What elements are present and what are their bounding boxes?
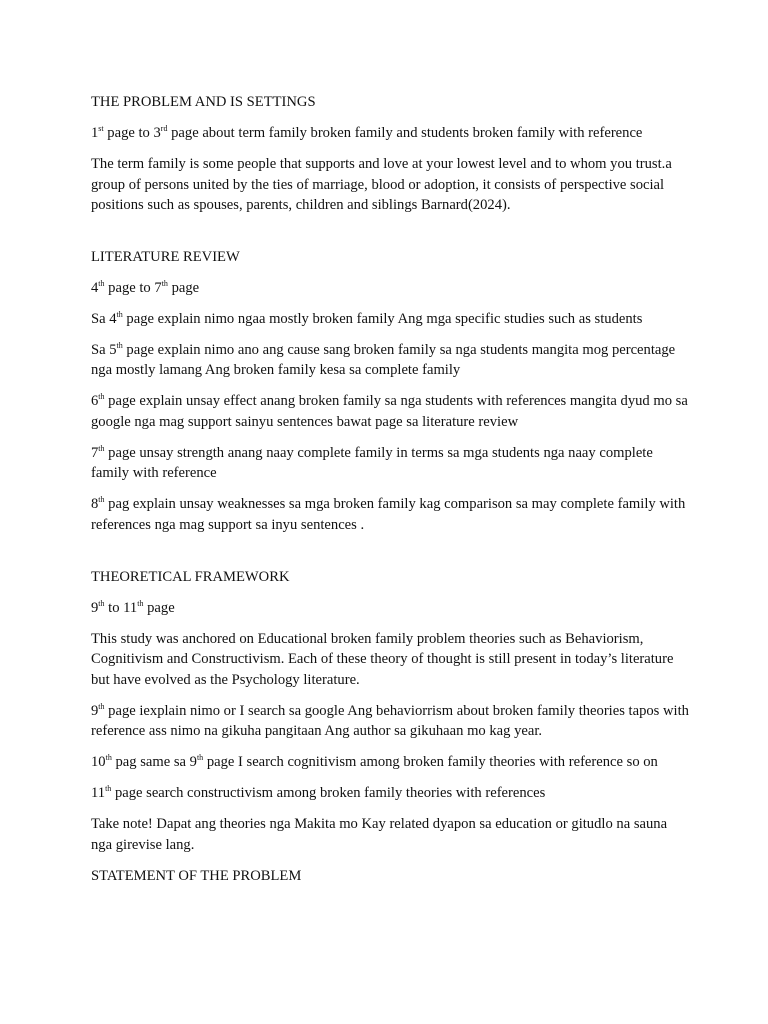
section-heading-statement-of-problem: STATEMENT OF THE PROBLEM xyxy=(91,867,302,884)
spacer xyxy=(91,226,691,247)
section-heading-literature-review: LITERATURE REVIEW xyxy=(91,248,240,265)
instruction-paragraph: Sa 5th page explain nimo ano ang cause sang broken family sa nga students mangita mog percentage nga mostly lamang Ang broken family kesa sa complete family xyxy=(91,340,676,379)
family-definition-paragraph: The term family is some people that supports and love at your lowest level and to whom you trust.a group of persons united by the ties of marriage, blood or adoption, it consists of perspective social positions such as spouses, parents, children and siblings Barnard(2024). xyxy=(91,155,672,214)
instruction-paragraph: 7th page unsay strength anang naay complete family in terms sa mga students nga naay complete family with reference xyxy=(91,443,653,482)
page-range-line: 4th page to 7th page xyxy=(91,278,200,296)
instruction-paragraph: 10th pag same sa 9th page I search cognitivism among broken family theories with reference so on xyxy=(91,753,658,771)
section-heading-theoretical-framework: THEORETICAL FRAMEWORK xyxy=(91,568,290,585)
instruction-paragraph: Sa 4th page explain nimo ngaa mostly broken family Ang mga specific studies such as students xyxy=(91,309,643,327)
framework-paragraph: This study was anchored on Educational broken family problem theories such as Behaviorism, Cognitivism and Constructivism. Each of these theory of thought is still present in today’s literature but have evolved as the Psychology literature. xyxy=(91,630,674,688)
instruction-paragraph: 11th page search constructivism among broken family theories with references xyxy=(91,784,546,802)
instruction-paragraph: 9th page iexplain nimo or I search sa google Ang behaviorrism about broken family theories tapos with reference ass nimo na gikuha pangitaan Ang author sa gikuhaan mo kag year. xyxy=(91,701,689,740)
note-paragraph: Take note! Dapat ang theories nga Makita mo Kay related dyapon sa education or gitudlo na sauna nga girevise lang. xyxy=(91,816,668,853)
instruction-paragraph: 6th page explain unsay effect anang broken family sa nga students with references mangita dyud mo sa google nga mag support sainyu sentences bawat page sa literature review xyxy=(91,392,688,430)
instruction-paragraph: 8th pag explain unsay weaknesses sa mga broken family kag comparison sa may complete family with references nga mag support sa inyu sentences . xyxy=(91,495,686,534)
spacer xyxy=(91,546,691,567)
section-heading-problem-settings: THE PROBLEM AND IS SETTINGS xyxy=(91,94,316,110)
document-body xyxy=(91,92,691,897)
page-range-line: 9th to 11th page xyxy=(91,598,175,616)
page-range-line: 1st page to 3rd page about term family broken family and students broken family with reference xyxy=(91,123,643,141)
